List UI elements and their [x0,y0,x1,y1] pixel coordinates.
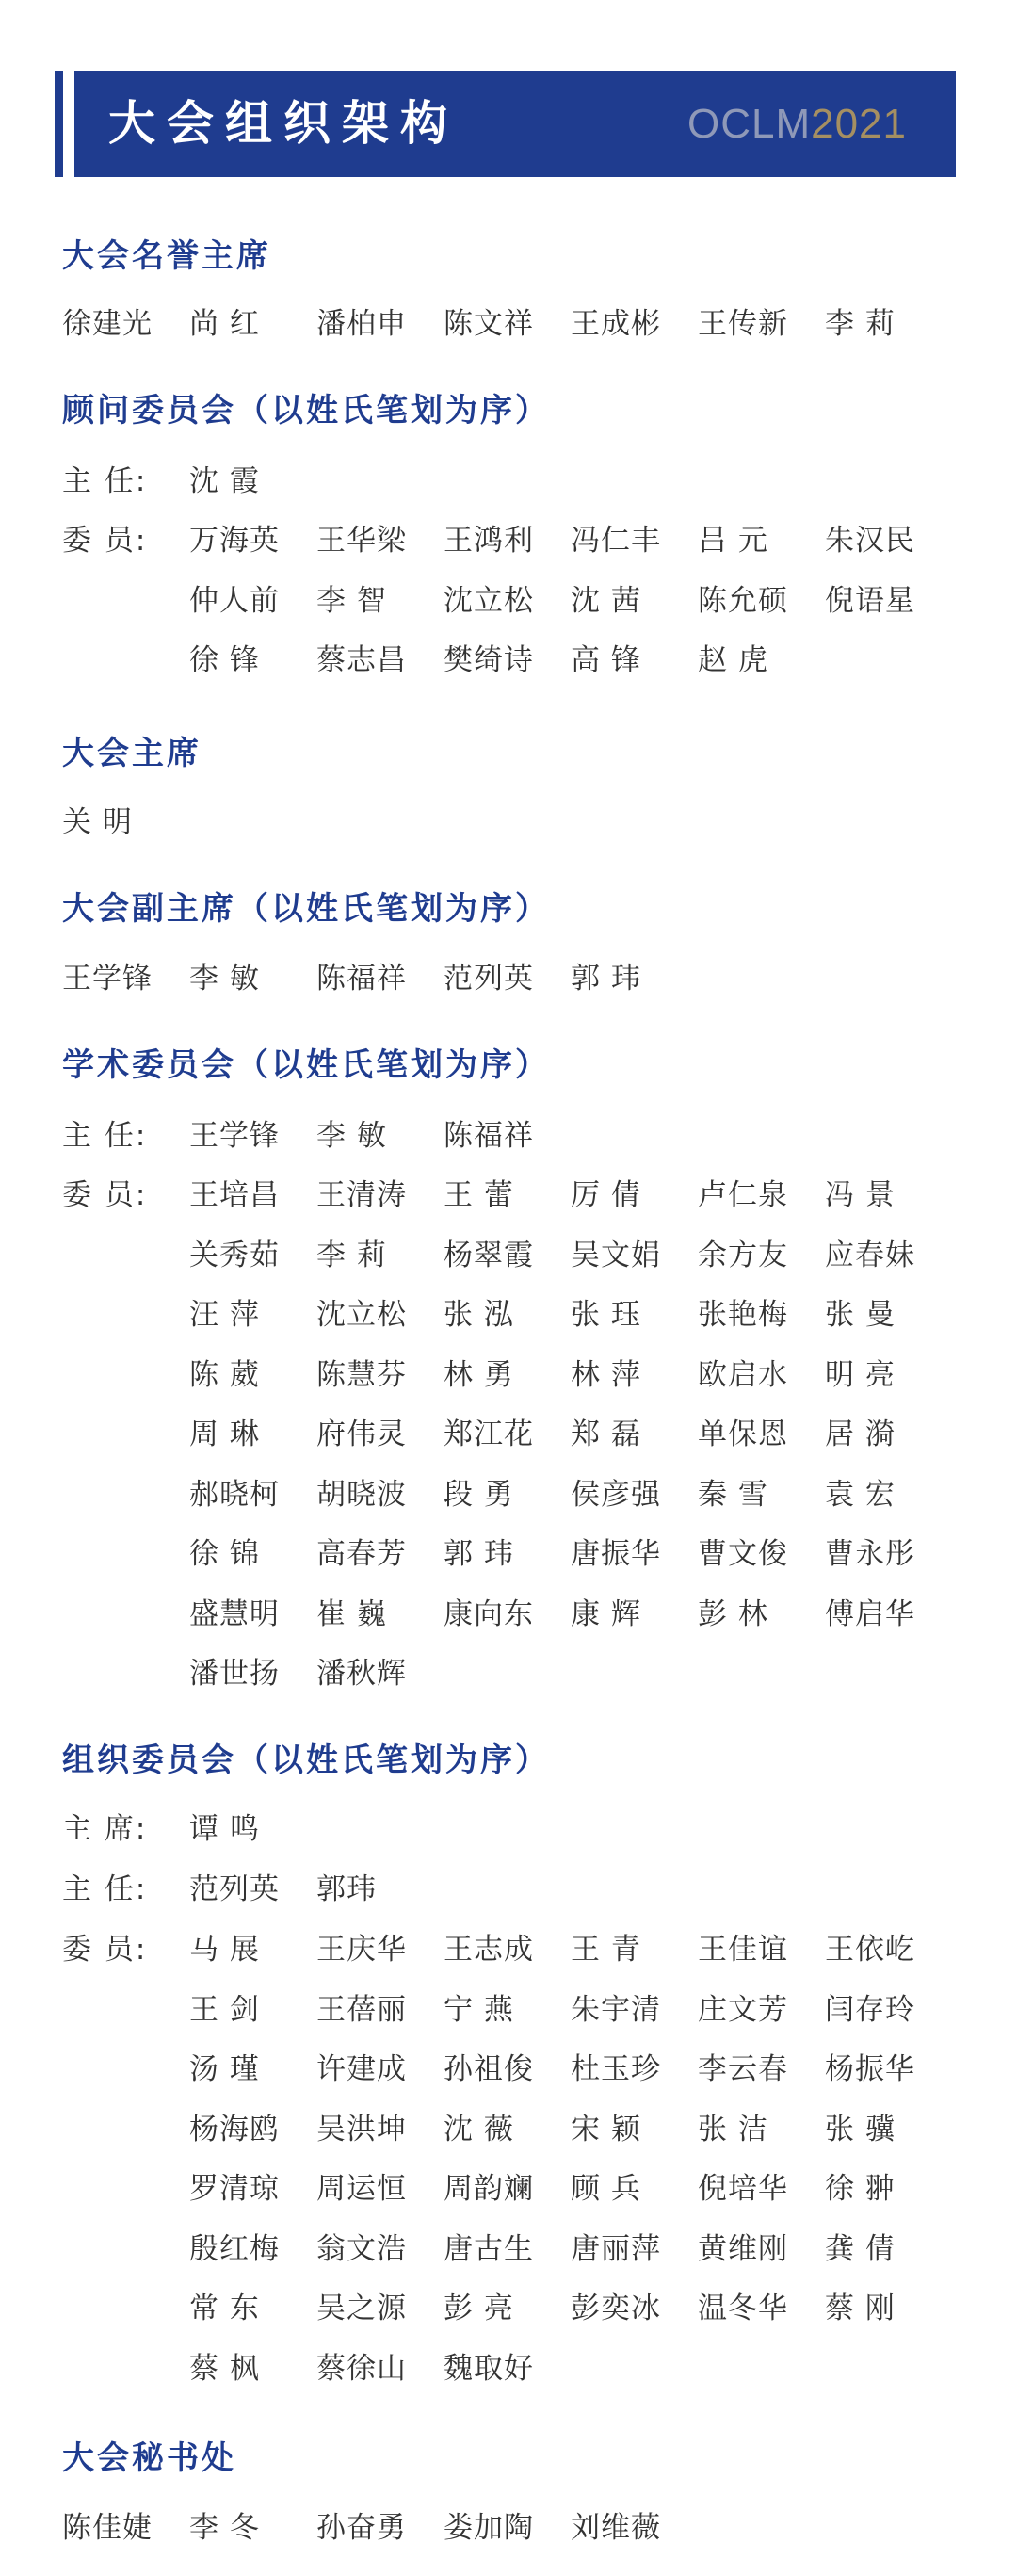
person-name: 谭 鸣 [189,1812,260,1846]
person-name: 康 辉 [571,1596,641,1631]
person-name: 尚 红 [189,307,260,341]
person-name: 潘世扬 [189,1657,280,1691]
person-name: 居 漪 [825,1418,896,1451]
person-name: 罗清琼 [189,2172,280,2206]
section-title-academic: 学术委员会（以姓氏笔划为序） [62,1046,550,1084]
person-name: 唐振华 [571,1537,661,1571]
name-row [189,1655,444,1693]
person-name: 李 莉 [316,1238,387,1272]
person-name: 潘秋辉 [316,1657,407,1691]
role-label: 委 员: [62,524,148,558]
person-name: 王蓓丽 [316,1992,407,2027]
person-name: 王成彬 [571,307,661,341]
person-name: 杨海鸥 [189,2112,280,2147]
person-name: 府伟灵 [316,1418,407,1451]
person-name: 郭玮 [316,1872,377,1906]
person-name: 蔡徐山 [316,2351,407,2386]
person-name: 唐古生 [444,2231,534,2266]
person-name: 李 敏 [189,962,260,996]
role-label: 委 员: [62,1933,148,1967]
role-label: 委 员: [62,1178,148,1212]
person-name: 单保恩 [698,1418,788,1451]
person-name: 张 泓 [444,1298,514,1332]
person-name: 袁 宏 [825,1477,896,1512]
name-row [189,1296,952,1334]
person-name: 仲人前 [189,583,280,618]
person-name: 马 展 [189,1933,260,1967]
person-name: 曹文俊 [698,1537,788,1571]
person-name: 王鸿利 [444,524,534,558]
person-name: 傅启华 [825,1596,915,1631]
person-name: 郝晓柯 [189,1477,280,1512]
person-name: 张 曼 [825,1298,896,1332]
person-name: 许建成 [316,2052,407,2086]
person-name: 魏取好 [444,2351,534,2386]
name-row [62,803,189,841]
person-name: 王学锋 [62,962,153,996]
person-name: 杜玉珍 [571,2052,661,2086]
person-name: 宁 燕 [444,1992,514,2027]
person-name: 吴洪坤 [316,2112,407,2147]
person-name: 王华梁 [316,524,407,558]
name-row [189,462,316,500]
person-name: 蔡志昌 [316,643,407,677]
person-name: 冯 景 [825,1178,896,1212]
person-name: 赵 虎 [698,643,768,677]
person-name: 曹永彤 [825,1537,915,1571]
name-row [62,2509,698,2547]
person-name: 康向东 [444,1596,534,1631]
person-name: 秦 雪 [698,1477,768,1512]
person-name: 唐丽萍 [571,2231,661,2266]
person-name: 万海英 [189,524,280,558]
person-name: 李 莉 [825,307,896,341]
name-row [189,641,825,679]
name-row [189,1596,952,1633]
person-name: 沈 霞 [189,464,260,498]
person-name: 彭 林 [698,1596,768,1631]
person-name: 李云春 [698,2052,788,2086]
person-name: 王传新 [698,307,788,341]
person-name: 郭 玮 [571,962,641,996]
name-row [189,1176,952,1214]
person-name: 徐建光 [62,307,153,341]
person-name: 彭奕冰 [571,2292,661,2325]
person-name: 张 珏 [571,1298,641,1332]
name-row [189,2050,952,2088]
person-name: 王 蕾 [444,1178,514,1212]
person-name: 林 萍 [571,1357,641,1392]
person-name: 汤 瑾 [189,2052,260,2086]
person-name: 周 琳 [189,1418,260,1451]
person-name: 张艳梅 [698,1298,788,1332]
person-name: 王学锋 [189,1119,280,1153]
person-name: 郭 玮 [444,1537,514,1571]
section-title-vice-chairman: 大会副主席（以姓氏笔划为序） [62,890,550,928]
person-name: 陈慧芬 [316,1357,407,1392]
person-name: 彭 亮 [444,2292,514,2325]
person-name: 孙祖俊 [444,2052,534,2086]
role-label: 主 任: [62,1119,148,1153]
name-row [189,2290,952,2327]
name-row [189,1237,952,1274]
person-name: 周运恒 [316,2172,407,2206]
person-name: 龚 倩 [825,2231,896,2266]
section-title-organizing: 组织委员会（以姓氏笔划为序） [62,1742,550,1779]
person-name: 陈 葳 [189,1357,260,1392]
person-name: 吴文娟 [571,1238,661,1272]
person-name: 汪 萍 [189,1298,260,1332]
person-name: 蔡 刚 [825,2292,896,2325]
name-row [189,1931,952,1968]
person-name: 沈立松 [316,1298,407,1332]
name-row [189,2170,952,2208]
person-name: 陈福祥 [316,962,407,996]
person-name: 王庆华 [316,1933,407,1967]
person-name: 徐 翀 [825,2172,896,2206]
person-name: 李 智 [316,583,387,618]
section-title-advisory: 顾问委员会（以姓氏笔划为序） [62,392,550,429]
person-name: 陈允硕 [698,583,788,618]
person-name: 李 冬 [189,2511,260,2545]
person-name: 明 亮 [825,1357,896,1392]
person-name: 杨振华 [825,2052,915,2086]
name-row [189,1810,316,1848]
person-name: 王 青 [571,1933,641,1967]
person-name: 王佳谊 [698,1933,788,1967]
person-name: 欧启水 [698,1357,788,1392]
person-name: 常 东 [189,2292,260,2325]
person-name: 应春妹 [825,1238,915,1272]
conference-brand [687,71,907,177]
brand-name: OCLM [686,101,812,147]
person-name: 高 锋 [571,643,641,677]
person-name: 范列英 [189,1872,280,1906]
person-name: 陈福祥 [444,1119,534,1153]
person-name: 侯彦强 [571,1477,661,1512]
section-title-secretariat: 大会秘书处 [62,2439,236,2477]
section-title-honorary: 大会名誉主席 [62,237,271,275]
person-name: 关 明 [62,805,133,839]
person-name: 庄文芳 [698,1992,788,2027]
person-name: 吴之源 [316,2292,407,2325]
person-name: 沈立松 [444,583,534,618]
person-name: 王依屹 [825,1933,915,1967]
person-name: 孙奋勇 [316,2511,407,2545]
person-name: 黄维刚 [698,2231,788,2266]
name-row [189,2350,571,2388]
person-name: 厉 倩 [571,1178,641,1212]
name-row [189,1356,952,1394]
role-label: 主 任: [62,1872,148,1906]
person-name: 王清涛 [316,1178,407,1212]
person-name: 余方友 [698,1238,788,1272]
person-name: 温冬华 [698,2292,788,2325]
person-name: 高春芳 [316,1537,407,1571]
person-name: 杨翠霞 [444,1238,534,1272]
person-name: 关秀茹 [189,1238,280,1272]
person-name: 卢仁泉 [698,1178,788,1212]
person-name: 王志成 [444,1933,534,1967]
person-name: 宋 颖 [571,2112,641,2147]
person-name: 沈 薇 [444,2112,514,2147]
person-name: 崔 巍 [316,1596,387,1631]
role-label: 主 任: [62,464,148,498]
name-row [189,1535,952,1573]
name-row [189,2111,952,2148]
person-name: 徐 锦 [189,1537,260,1571]
person-name: 朱汉民 [825,524,915,558]
brand-year: 2021 [811,101,907,147]
person-name: 潘柏申 [316,307,407,341]
person-name: 周韵斓 [444,2172,534,2206]
person-name: 盛慧明 [189,1596,280,1631]
person-name: 吕 元 [698,524,768,558]
name-row [189,1476,952,1514]
person-name: 沈 茜 [571,583,641,618]
name-row [62,305,952,343]
person-name: 倪培华 [698,2172,788,2206]
person-name: 娄加陶 [444,2511,534,2545]
banner-accent-bar [55,71,63,177]
person-name: 徐 锋 [189,643,260,677]
person-name: 段 勇 [444,1477,514,1512]
person-name: 闫存玲 [825,1992,915,2027]
person-name: 李 敏 [316,1119,387,1153]
person-name: 刘维薇 [571,2511,661,2545]
person-name: 顾 兵 [571,2172,641,2206]
person-name: 樊绮诗 [444,643,534,677]
person-name: 朱宇清 [571,1992,661,2027]
name-row [189,582,952,620]
person-name: 陈文祥 [444,307,534,341]
page-title: 大会组织架构 [108,96,459,151]
person-name: 郑江花 [444,1418,534,1451]
person-name: 郑 磊 [571,1418,641,1451]
name-row [189,1416,952,1453]
person-name: 翁文浩 [316,2231,407,2266]
role-label: 主 席: [62,1812,148,1846]
person-name: 殷红梅 [189,2231,280,2266]
name-row [189,1991,952,2029]
person-name: 王 剑 [189,1992,260,2027]
person-name: 林 勇 [444,1357,514,1392]
name-row [62,960,698,997]
person-name: 范列英 [444,962,534,996]
name-row [189,1871,444,1908]
person-name: 冯仁丰 [571,524,661,558]
person-name: 张 洁 [698,2112,768,2147]
section-banner [55,71,956,177]
person-name: 蔡 枫 [189,2351,260,2386]
person-name: 陈佳婕 [62,2511,153,2545]
person-name: 倪语星 [825,583,915,618]
name-row [189,1117,571,1155]
name-row [189,2230,952,2268]
section-title-chairman: 大会主席 [62,735,202,772]
name-row [189,522,952,559]
person-name: 胡晓波 [316,1477,407,1512]
person-name: 张 骥 [825,2112,896,2147]
person-name: 王培昌 [189,1178,280,1212]
